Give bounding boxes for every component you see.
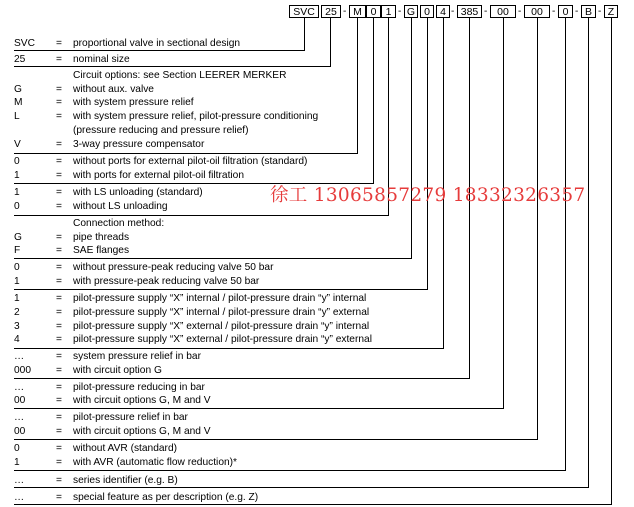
code-box-avr: 0: [558, 5, 573, 18]
code-box-connection: G: [404, 5, 418, 18]
code-box-svc: SVC: [289, 5, 319, 18]
code-box-pressure-peak: 0: [420, 5, 434, 18]
code-box-nominal-size: 25: [321, 5, 341, 18]
code-box-series: B: [581, 5, 596, 18]
code-box-pilot-reducing: 00: [490, 5, 516, 18]
code-separator: -: [484, 6, 488, 17]
code-box-pilot-supply: 4: [436, 5, 450, 18]
code-separator: -: [518, 6, 522, 17]
code-box-ls-unloading: 1: [381, 5, 396, 18]
code-separator: -: [575, 6, 579, 17]
section-header-connection-method: Connection method:: [73, 218, 165, 229]
code-box-pilot-relief: 00: [524, 5, 550, 18]
section-header-circuit-options: Circuit options: see Section LEERER MERKER: [73, 70, 287, 81]
code-box-system-pressure: 385: [457, 5, 482, 18]
contact-watermark: 徐工 13065857279 18332326357: [270, 185, 586, 206]
code-separator: -: [398, 6, 402, 17]
code-separator: -: [552, 6, 556, 17]
code-box-circuit-option: M: [349, 5, 366, 18]
code-separator: -: [343, 6, 347, 17]
code-box-special: Z: [604, 5, 618, 18]
code-box-pilot-filtration: 0: [366, 5, 381, 18]
code-separator: -: [451, 6, 455, 17]
code-separator: -: [598, 6, 602, 17]
